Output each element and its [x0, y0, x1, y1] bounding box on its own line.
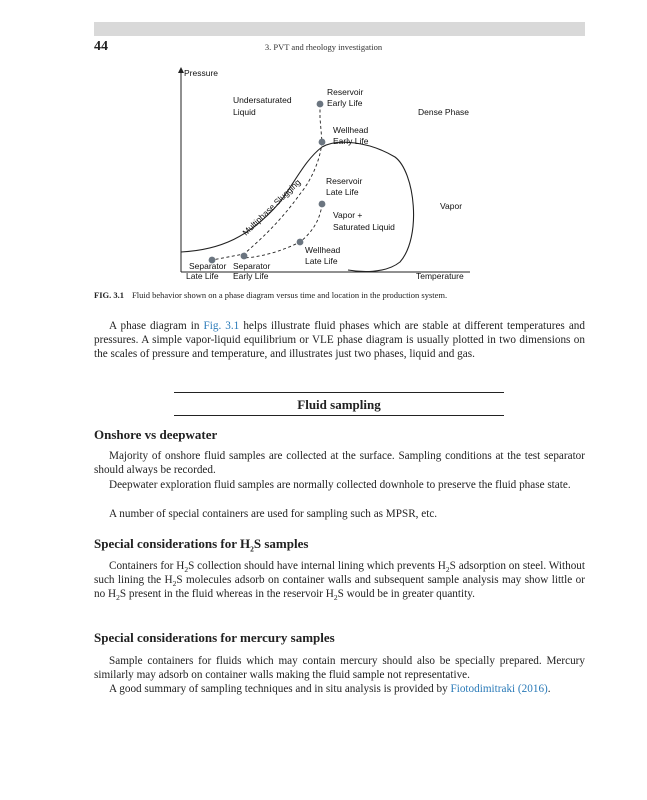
separator-early-point [241, 253, 248, 260]
wellhead-early-point [319, 139, 326, 146]
mercury-paragraph-1: Sample containers for fluids which may contain mercury should also be specially prepared. Mercury similarly may adsorb on container walls making the fluid sample not representative. [94, 655, 585, 681]
reservoir-late-point [319, 201, 326, 208]
region-undersaturated-2: Liquid [233, 107, 256, 117]
mercury-paragraph-2: A good summary of sampling techniques and in situ analysis is provided by Fiotodimitraki (2016). [109, 683, 551, 695]
label-separator-late-2: Late Life [186, 271, 219, 281]
region-slugging: Multiphase Slugging [240, 177, 303, 238]
label-separator-early-2: Early Life [233, 271, 269, 281]
region-vapor: Vapor [440, 201, 463, 211]
label-reservoir-late-1: Reservoir [326, 176, 363, 186]
label-wellhead-late-2: Late Life [305, 256, 338, 266]
onshore-paragraph-2: Deepwater exploration fluid samples are normally collected downhole to preserve the fluid phase state. [109, 479, 571, 491]
header-bar [94, 22, 585, 36]
axis-y-label: Pressure [184, 68, 219, 78]
page-number: 44 [94, 39, 108, 54]
figure-caption [94, 290, 585, 300]
label-reservoir-early-2: Early Life [327, 98, 363, 108]
section-rule-bottom [174, 415, 504, 416]
section-rule-top [174, 392, 504, 393]
h2s-paragraph: Containers for $H_2S$ collection should have internal lining which prevents $H_2S$ adsorption on steel. Without such lining the $H_2S$ molecules adsorb on container walls and subsequent sample analysis may show little or no $H_2S$ present in the fluid whereas in the reservoir $H_2S$ would be in greater quantity. [94, 560, 586, 603]
region-two-phase-1: Vapor + [333, 210, 363, 220]
running-head: 3. PVT and rheology investigation [264, 42, 383, 52]
fig-3-1-link[interactable]: Fig. 3.1 [203, 320, 240, 332]
reservoir-early-point [317, 101, 324, 108]
production-path [212, 104, 322, 260]
figure-label: FIG. 3.1 [94, 290, 124, 300]
label-wellhead-early-2: Early Life [333, 136, 369, 146]
label-wellhead-late-1: Wellhead [305, 245, 341, 255]
label-separator-early-1: Separator [233, 261, 271, 271]
onshore-paragraph-3: A number of special containers are used for sampling such as MPSR, etc. [109, 508, 438, 520]
axis-x-label: Temperature [416, 271, 464, 281]
section-title: Fluid sampling [297, 397, 381, 412]
intro-paragraph: A phase diagram in Fig. 3.1 helps illustrate fluid phases which are stable at different temperatures and pressures. A simple vapor-liquid equilibrium or VLE phase diagram is usually plotted in two dimensions on the scales of pressure and temperature, and illustrates just two phases, liquid and gas. [94, 320, 585, 360]
heading-h2s: Special considerations for $H_2S$ samples [94, 536, 309, 554]
label-separator-late-1: Separator [189, 261, 227, 271]
phase-diagram [160, 62, 480, 284]
label-wellhead-early-1: Wellhead [333, 125, 369, 135]
caption-text: Fluid behavior shown on a phase diagram versus time and location in the production system. [132, 290, 448, 300]
fiotodimitraki-link[interactable]: Fiotodimitraki (2016) [450, 683, 548, 695]
onshore-paragraph-1: Majority of onshore fluid samples are collected at the surface. Sampling conditions at the test separator should always be recorded. [94, 450, 585, 476]
label-reservoir-late-2: Late Life [326, 187, 359, 197]
region-two-phase-2: Saturated Liquid [333, 222, 395, 232]
heading-onshore: Onshore vs deepwater [94, 427, 218, 442]
wellhead-late-point [297, 239, 304, 246]
region-dense-phase: Dense Phase [418, 107, 470, 117]
region-undersaturated-1: Undersaturated [233, 95, 292, 105]
label-reservoir-early-1: Reservoir [327, 87, 364, 97]
phase-envelope-curve [181, 142, 414, 271]
heading-mercury: Special considerations for mercury samples [94, 630, 335, 645]
